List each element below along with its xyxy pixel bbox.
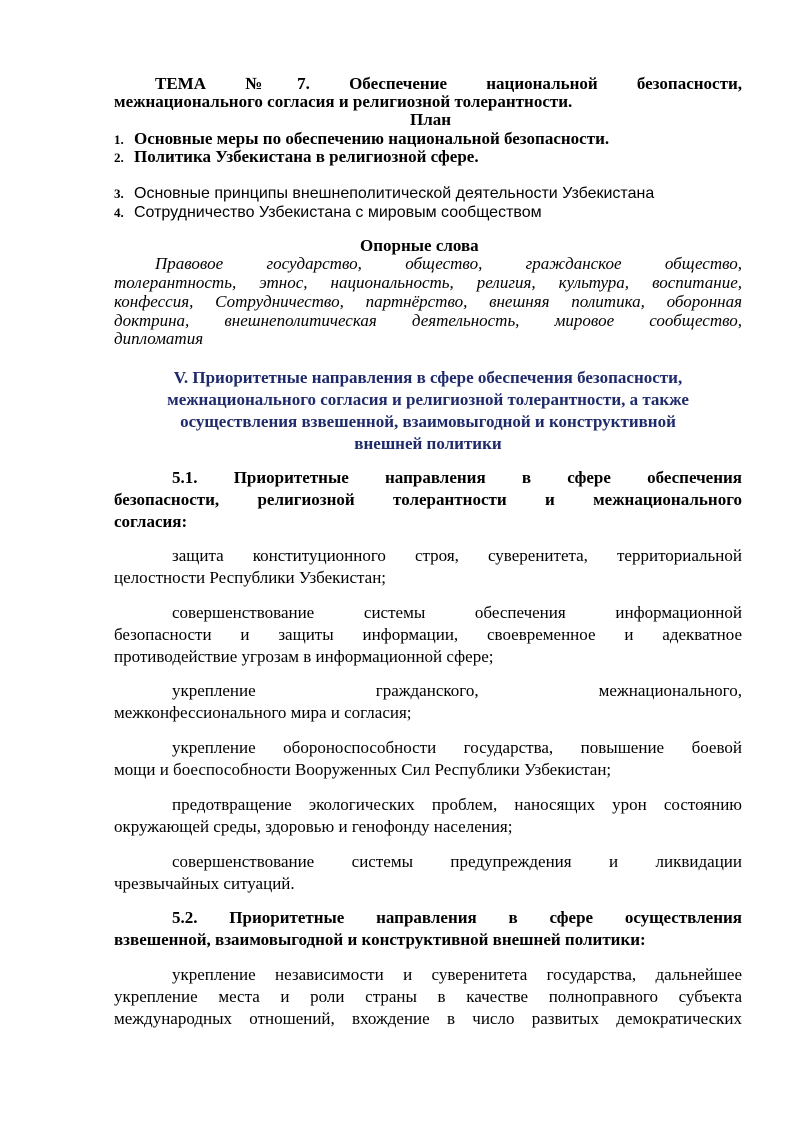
s51-p3-line2: межконфессионального мира и согласия; xyxy=(114,703,412,722)
plan-item-number: 4. xyxy=(114,205,124,220)
plan-heading: План xyxy=(410,110,452,129)
keywords-line-5: дипломатия xyxy=(114,329,204,348)
plan-item-1 xyxy=(114,129,742,149)
s52-p1-line3: международных отношений, вхождение в число развитых демократических xyxy=(114,1009,742,1028)
s51-p3-line1: укрепление гражданского, межнационального, xyxy=(172,681,742,700)
s52-p1-line1: укрепление независимости и суверенитета государства, дальнейшее xyxy=(172,965,742,984)
s51-heading-line3: согласия: xyxy=(114,512,188,531)
topic-title-line1: ТЕМА №7. Обеспечение национальной безопасности, xyxy=(155,74,742,93)
plan-item-number: 2. xyxy=(114,150,124,165)
s51-p6-line2: чрезвычайных ситуаций. xyxy=(114,874,295,893)
plan-item-2 xyxy=(114,147,742,167)
s51-p6-line1: совершенствование системы предупреждения и ликвидации xyxy=(172,852,742,871)
s51-p5-line2: окружающей среды, здоровью и генофонду населения; xyxy=(114,817,513,836)
plan-item-number: 3. xyxy=(114,186,124,201)
section-v-heading-line1: V. Приоритетные направления в сфере обеспечения безопасности, xyxy=(173,368,683,387)
s51-p4-line2: мощи и боеспособности Вооруженных Сил Республики Узбекистан; xyxy=(114,760,612,779)
s51-p2-line1: совершенствование системы обеспечения информационной xyxy=(172,603,742,622)
section-v-heading-line3: осуществления взвешенной, взаимовыгодной и конструктивной xyxy=(180,412,676,431)
s52-p1-line2: укрепление места и роли страны в качестве полноправного субъекта xyxy=(114,987,742,1006)
section-v-heading-line2: межнационального согласия и религиозной толерантности, а также xyxy=(167,390,689,409)
s51-heading-line1: 5.1. Приоритетные направления в сфере обеспечения xyxy=(172,468,742,487)
s52-heading-line2: взвешенной, взаимовыгодной и конструктивной внешней политики: xyxy=(114,930,646,949)
s51-p2-line3: противодействие угрозам в информационной сфере; xyxy=(114,647,494,666)
s52-heading-line1: 5.2. Приоритетные направления в сфере осуществления xyxy=(172,908,742,927)
plan-item-text: Основные меры по обеспечению национальной безопасности. xyxy=(134,129,610,148)
s51-heading-line2: безопасности, религиозной толерантности и межнационального xyxy=(114,490,742,509)
keywords-line-1: Правовое государство, общество, гражданское общество, xyxy=(155,254,742,273)
s51-p5-line1: предотвращение экологических проблем, наносящих урон состоянию xyxy=(172,795,742,814)
keywords-line-4: доктрина, внешнеполитическая деятельность, мировое сообщество, xyxy=(114,311,742,330)
plan-item-text: Основные принципы внешнеполитической деятельности Узбекистана xyxy=(134,185,655,202)
s51-p1-line2: целостности Республики Узбекистан; xyxy=(114,568,387,587)
plan-item-text: Сотрудничество Узбекистана с мировым сообществом xyxy=(134,204,542,221)
keywords-heading: Опорные слова xyxy=(360,236,479,255)
section-v-heading-line4: внешней политики xyxy=(354,434,502,453)
plan-item-text: Политика Узбекистана в религиозной сфере. xyxy=(134,147,479,166)
s51-p1-line1: защита конституционного строя, суверенитета, территориальной xyxy=(172,546,742,565)
topic-title-line2: межнационального согласия и религиозной толерантности. xyxy=(114,92,573,111)
plan-item-3 xyxy=(114,183,742,203)
keywords-line-2: толерантность, этнос, национальность, религия, культура, воспитание, xyxy=(114,273,742,292)
plan-item-4 xyxy=(114,202,742,222)
s51-p2-line2: безопасности и защиты информации, своевременное и адекватное xyxy=(114,625,742,644)
plan-item-number: 1. xyxy=(114,132,124,147)
s51-p4-line1: укрепление обороноспособности государства, повышение боевой xyxy=(172,738,742,757)
keywords-line-3: конфессия, Сотрудничество, партнёрство, внешняя политика, оборонная xyxy=(114,292,742,311)
